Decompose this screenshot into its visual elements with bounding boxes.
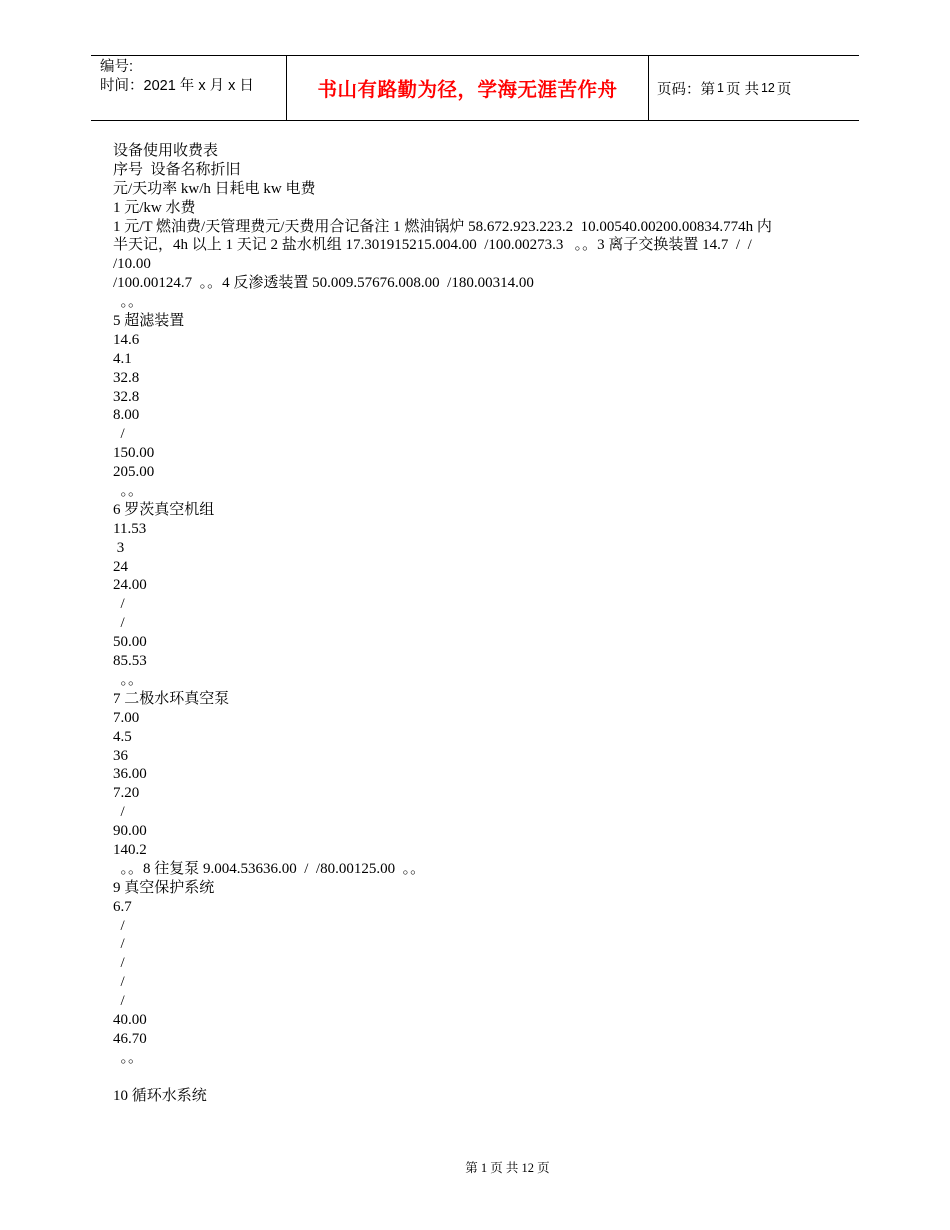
page-total: 12 [760, 81, 775, 95]
text-line: 设备使用收费表 [113, 143, 219, 159]
page-label: 页码：第 [657, 81, 715, 98]
header-page-info [649, 56, 859, 120]
text-line: 半天记，4h 以上 1 天记 2 盐水机组 17.301915215.004.00 /100.00273.3 。。3 离子交换装置 14.7 / / [113, 237, 752, 254]
text-line: 14.6 [113, 331, 140, 348]
text-line: 6 罗茨真空机组 [113, 501, 215, 518]
text-line: 150.00 [113, 445, 155, 462]
text-line: / [113, 917, 125, 934]
text-line: / [113, 804, 125, 821]
text-line: 元/天功率 kw/h 日耗电 kw 电费 [113, 180, 316, 197]
text-line: / [113, 596, 125, 613]
text-line: /10.00 [113, 256, 151, 273]
text-line: 50.00 [113, 634, 147, 651]
text-line: 10 循环水系统 [113, 1087, 207, 1104]
text-line: 4.5 [113, 728, 132, 745]
text-line: 9 真空保护系统 [113, 879, 215, 896]
document-body [113, 142, 843, 1105]
text-line: 24 [113, 558, 128, 575]
page-header [91, 55, 859, 121]
text-line: 36.00 [113, 766, 147, 783]
text-line: 24.00 [113, 577, 147, 594]
text-line: 6.7 [113, 898, 132, 915]
text-line [113, 1068, 843, 1087]
text-line: 序号 设备名称折旧 [113, 161, 241, 178]
text-line: / [113, 974, 125, 991]
text-line: 40.00 [113, 1011, 147, 1028]
text-line: 7 二极水环真空泵 [113, 690, 230, 707]
text-line: / [113, 615, 125, 632]
text-line: / [113, 936, 125, 953]
text-line: 46.70 [113, 1030, 147, 1047]
text-line: 1 元/T 燃油费/天管理费元/天费用合记备注 1 燃油锅炉 58.672.923.223.2 10.00540.00200.00834.774h 内 [113, 218, 772, 235]
text-line: 。。 [113, 483, 144, 500]
text-line: 。。 [113, 671, 144, 688]
text-line: 1 元/kw 水费 [113, 199, 196, 216]
text-line: 7.00 [113, 709, 140, 726]
text-line: 8.00 [113, 407, 140, 424]
document-date-label: 时间：2021 年 x 月 x 日 [100, 78, 254, 94]
text-line: 32.8 [113, 388, 140, 405]
header-motto: 书山有路勤为径，学海无涯苦作舟 [286, 56, 649, 120]
text-line: 36 [113, 747, 128, 764]
text-line: 11.53 [113, 520, 147, 537]
document-number-label: 编号: [100, 59, 134, 75]
text-line: / [113, 993, 125, 1010]
text-line: 。。 [113, 294, 144, 311]
text-line: 32.8 [113, 369, 140, 386]
text-line: 205.00 [113, 464, 155, 481]
page-total-label: 页 共 [725, 81, 759, 98]
text-line: / [113, 426, 125, 443]
text-line: /100.00124.7 。。4 反渗透装置 50.009.57676.008.00 /180.00314.00 [113, 275, 534, 292]
text-line: 4.1 [113, 350, 132, 367]
text-line: 3 [113, 539, 125, 556]
page-footer: 第 1 页 共 12 页 [465, 1161, 550, 1175]
text-line: 。。 [113, 1049, 144, 1066]
text-line: / [113, 955, 125, 972]
text-line: 85.53 [113, 653, 147, 670]
text-line: 7.20 [113, 785, 140, 802]
text-line: 。。8 往复泵 9.004.53636.00 / /80.00125.00 。。 [113, 860, 426, 877]
header-info-cell [91, 56, 286, 120]
page-number: 1 [717, 81, 724, 95]
text-line: 90.00 [113, 823, 147, 840]
text-line: 140.2 [113, 841, 147, 858]
page-end-label: 页 [776, 81, 792, 98]
text-line: 5 超滤装置 [113, 313, 185, 330]
